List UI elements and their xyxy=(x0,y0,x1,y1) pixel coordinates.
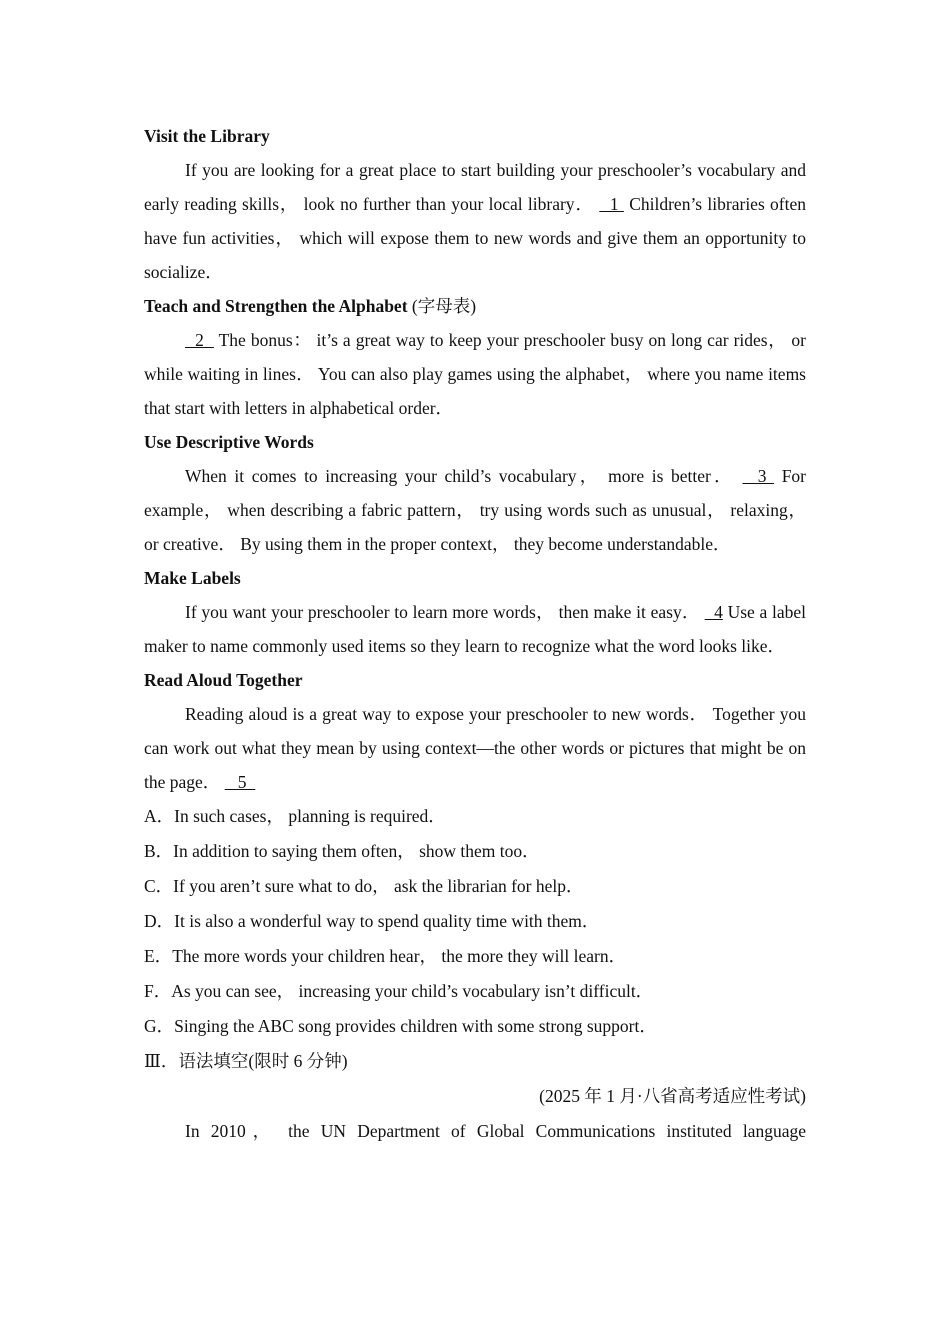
document-page xyxy=(144,119,806,1148)
option-d: D．It is also a wonderful way to spend quality time with them． xyxy=(144,911,600,931)
paragraph-text: Reading aloud is a great way to expose your preschooler to new words． Together you can work out what they mean by using context—the other words or pictures that might be on the page． xyxy=(144,704,806,792)
options-list xyxy=(144,799,806,1044)
option-c: C．If you aren’t sure what to do， ask the librarian for help． xyxy=(144,876,584,896)
paragraph-text: If you want your preschooler to learn more words， then make it easy． xyxy=(185,602,700,622)
option-f: F．As you can see， increasing your child’s vocabulary isn’t difficult． xyxy=(144,981,654,1001)
option-e: E．The more words your children hear， the more they will learn． xyxy=(144,946,627,966)
section-heading-alphabet xyxy=(144,289,806,323)
paragraph-visit-library xyxy=(144,153,806,289)
paragraph-text: For example， when describing a fabric pattern， try using words such as unusual， relaxing， or creative． By using them in the proper context， they become understandable． xyxy=(144,466,807,554)
blank-2: 2 xyxy=(185,330,214,350)
grammar-passage-first-line: In 2010， the UN Department of Global Communications instituted language xyxy=(185,1121,806,1141)
paragraph-read-aloud xyxy=(144,697,806,799)
blank-3: 3 xyxy=(742,466,775,486)
blank-1: 1 xyxy=(599,194,624,214)
section-heading-visit-library: Visit the Library xyxy=(144,126,270,146)
option-b: B．In addition to saying them often， show them too． xyxy=(144,841,540,861)
option-a: A．In such cases， planning is required． xyxy=(144,806,446,826)
section-heading-descriptive-words: Use Descriptive Words xyxy=(144,432,314,452)
paragraph-text: When it comes to increasing your child’s vocabulary， more is better． xyxy=(185,466,735,486)
paragraph-make-labels xyxy=(144,595,806,663)
section-heading-read-aloud: Read Aloud Together xyxy=(144,670,303,690)
paragraph-descriptive-words xyxy=(144,459,806,561)
paragraph-text: Children’s libraries often have fun activities， which will expose them to new words and give them an opportunity to socialize． xyxy=(144,194,807,282)
grammar-section-title: Ⅲ．语法填空(限时 6 分钟) xyxy=(144,1051,348,1071)
blank-4: 4 xyxy=(704,602,723,622)
paragraph-text: The bonus： it’s a great way to keep your preschooler busy on long car rides， or while waiting in lines． You can also play games using the alphabet， where you name items that start with letters in alphabetical order． xyxy=(144,330,807,418)
option-g: G．Singing the ABC song provides children with some strong support． xyxy=(144,1016,657,1036)
paragraph-text: Use a label maker to name commonly used items so they learn to recognize what the word looks like． xyxy=(144,602,807,656)
heading-text: Teach and Strengthen the Alphabet xyxy=(144,296,408,316)
section-heading-make-labels: Make Labels xyxy=(144,568,241,588)
heading-note: (字母表) xyxy=(411,296,477,316)
blank-5: 5 xyxy=(224,772,256,792)
paragraph-text: If you are looking for a great place to start building your preschooler’s vocabulary and early reading skills， look no further than your local library． xyxy=(144,160,806,214)
grammar-section-source: (2025 年 1 月·八省高考适应性考试) xyxy=(539,1086,806,1106)
paragraph-alphabet xyxy=(144,323,806,425)
